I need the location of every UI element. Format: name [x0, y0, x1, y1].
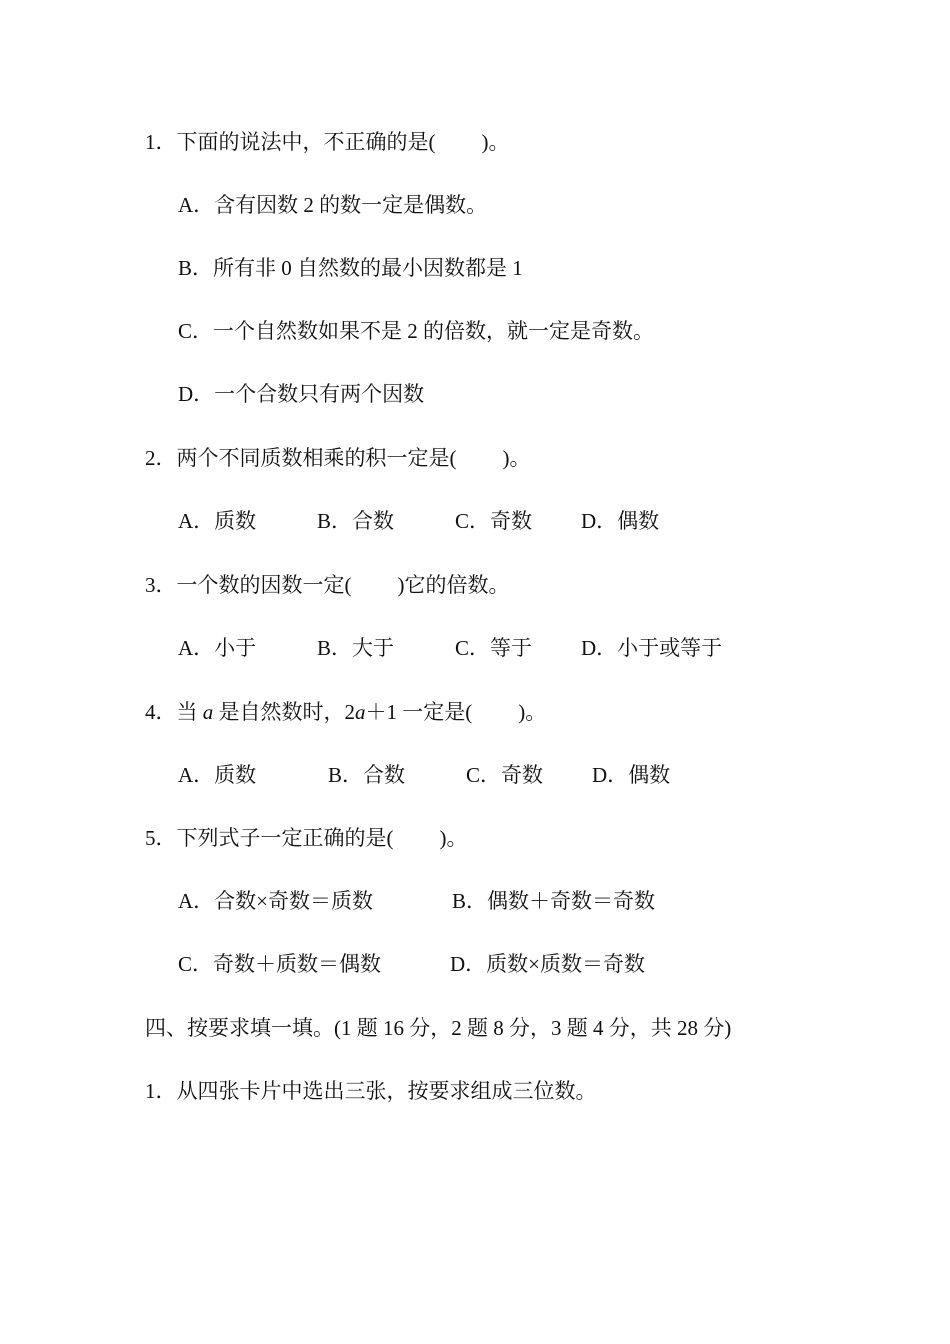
variable-a: a [202, 700, 214, 724]
question-number: 1． [145, 130, 177, 154]
question-text-end: )。 [439, 826, 468, 850]
option-d: D．偶数 [581, 509, 660, 533]
question-text-end: )。 [481, 130, 510, 154]
option-text: 一个合数只有两个因数 [214, 382, 425, 406]
option-c: C．奇数＋质数＝偶数 [178, 952, 382, 976]
option-text: 所有非 0 自然数的最小因数都是 1 [213, 256, 523, 280]
option-d: D．偶数 [592, 763, 671, 787]
option-label: A． [178, 193, 215, 217]
option-a: A．质数 [178, 763, 257, 787]
variable-a: a [355, 700, 366, 724]
question-number: 1． [145, 1079, 177, 1103]
option-d: D．小于或等于 [581, 636, 723, 660]
question-text: 下面的说法中，不正确的是( [176, 130, 436, 154]
section-4-heading: 四、按要求填一填。(1 题 16 分，2 题 8 分，3 题 4 分，共 28 分) [145, 1016, 732, 1040]
question-2-stem [145, 445, 531, 471]
option-b: B．合数 [328, 763, 406, 787]
option-b: B．合数 [317, 509, 395, 533]
option-b: B．大于 [317, 636, 395, 660]
option-c: C．等于 [455, 636, 533, 660]
option-a: A．合数×奇数＝质数 [178, 889, 374, 913]
question-1-option-a [178, 192, 487, 218]
option-a: A．小于 [178, 636, 257, 660]
question-1-option-d [178, 381, 424, 407]
question-1-option-c [178, 318, 654, 344]
question-1-option-b [178, 255, 523, 281]
question-number: 5． [145, 826, 177, 850]
option-label: D． [178, 382, 215, 406]
question-5-stem [145, 825, 468, 851]
option-text: 含有因数 2 的数一定是偶数。 [214, 193, 488, 217]
question-text-end: )。 [502, 446, 531, 470]
question-number: 2． [145, 446, 177, 470]
option-b: B．偶数＋奇数＝奇数 [452, 889, 656, 913]
section-4-question-1 [145, 1078, 597, 1104]
option-a: A．质数 [178, 509, 257, 533]
question-text: 下列式子一定正确的是( [176, 826, 394, 850]
option-c: C．奇数 [466, 763, 544, 787]
question-text-end: )。 [518, 700, 547, 724]
question-text: 一个数的因数一定( [176, 573, 352, 597]
option-d: D．质数×质数＝奇数 [450, 952, 646, 976]
question-number: 4． [145, 700, 177, 724]
question-text: 当 [176, 700, 203, 724]
question-1-stem [145, 129, 510, 155]
question-number: 3． [145, 573, 177, 597]
question-text: 是自然数时，2 [213, 700, 355, 724]
option-label: C． [178, 319, 214, 343]
question-text: 两个不同质数相乘的积一定是( [176, 446, 457, 470]
question-3-stem [145, 572, 510, 598]
question-text: ＋1 一定是( [365, 700, 473, 724]
question-text-end: )它的倍数。 [397, 573, 510, 597]
option-text: 一个自然数如果不是 2 的倍数，就一定是奇数。 [213, 319, 655, 343]
option-label: B． [178, 256, 214, 280]
option-c: C．奇数 [455, 509, 533, 533]
question-text: 从四张卡片中选出三张，按要求组成三位数。 [176, 1079, 597, 1103]
question-4-stem [145, 699, 546, 725]
